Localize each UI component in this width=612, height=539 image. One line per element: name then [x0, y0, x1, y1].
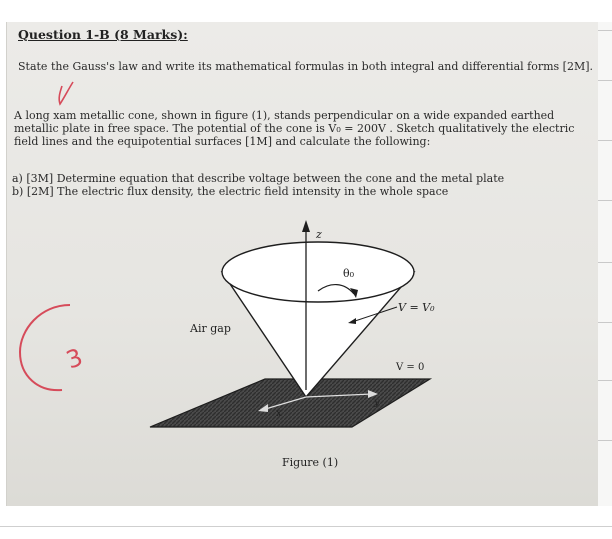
red-tick-mark: [59, 82, 73, 104]
question-part-b: b) [2M] The electric flux density, the electric field intensity in the whole space: [12, 185, 449, 198]
question-statement-cone: A long xam metallic cone, shown in figure (1), stands perpendicular on a wide expanded earthed metallic plate in free space. The potential of the cone is V₀ = 200V . Sketch qualitatively the electric field lines and the equipotential surfaces [1M] and calculate the following:: [14, 109, 575, 148]
air-gap-label: Air gap: [190, 322, 231, 335]
theta-label: θ₀: [343, 267, 355, 280]
figure-caption: Figure (1): [282, 456, 339, 469]
question-title: Question 1-B (8 Marks):: [18, 27, 188, 42]
y-axis-label: y: [374, 397, 380, 408]
x-axis-label: x: [276, 408, 282, 419]
metal-plate: [150, 379, 430, 427]
z-axis-label: z: [316, 228, 322, 241]
plate-potential-label: V = 0: [396, 362, 425, 373]
z-axis-arrow: [302, 220, 310, 232]
handwritten-mark: 3: [62, 342, 87, 375]
question-part-a: a) [3M] Determine equation that describe voltage between the cone and the metal plate: [12, 172, 505, 185]
cone-top-ellipse: [222, 242, 414, 302]
question-statement-gauss: State the Gauss's law and write its mathematical formulas in both integral and differential forms [2M].: [18, 60, 594, 73]
cone-potential-label: V = V₀: [398, 301, 435, 314]
